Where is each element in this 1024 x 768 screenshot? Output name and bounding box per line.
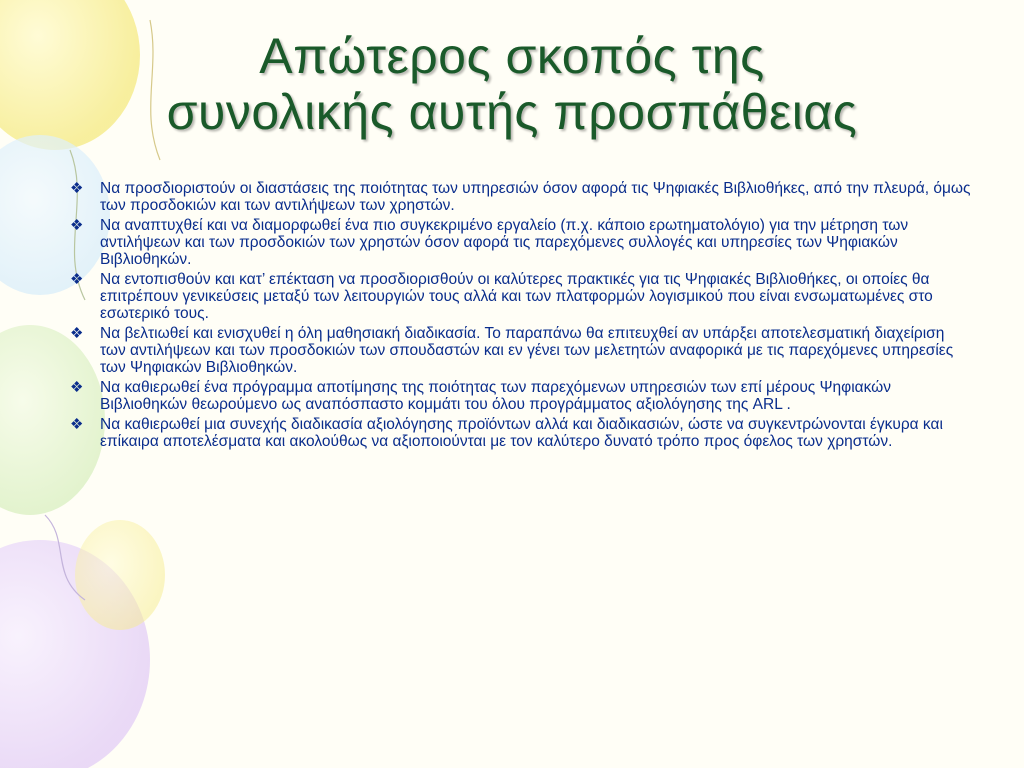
bullet-item: [68, 217, 973, 268]
bullet-text: Να προσδιοριστούν οι διαστάσεις της ποιότητας των υπηρεσιών όσον αφορά τις Ψηφιακές Βιβλιοθήκες, από την πλευρά, όμως των προσδοκιών και των αντιλήψεων των χρηστών.: [100, 180, 971, 214]
diamond-bullet-icon: ❖: [70, 271, 84, 288]
bullet-text: Να εντοπισθούν και κατ’ επέκταση να προσδιορισθούν οι καλύτερες πρακτικές για τις Ψηφιακές Βιβλιοθήκες, οι οποίες θα επιτρέπουν γενικεύσεις μεταξύ των λειτουργιών τους αλλά και των πλατφορμών λογισμικού που είναι ενσωματωμένες στο εσωτερικό τους.: [100, 271, 933, 322]
slide-title: [40, 28, 984, 140]
diamond-bullet-icon: ❖: [70, 325, 84, 342]
diamond-bullet-icon: ❖: [70, 217, 84, 234]
bullet-text: Να καθιερωθεί μια συνεχής διαδικασία αξιολόγησης προϊόντων αλλά και διαδικασιών, ώστε να συγκεντρώνονται έγκυρα και επίκαιρα αποτελέσματα και ακολούθως να αξιοποιούνται με τον καλύτερο δυνατό τρόπο προς όφελος των χρηστών.: [100, 416, 943, 450]
bullet-text: Να αναπτυχθεί και να διαμορφωθεί ένα πιο συγκεκριμένο εργαλείο (π.χ. κάποιο ερωτηματολόγιο) για την μέτρηση των αντιλήψεων και των προσδοκιών των χρηστών όσον αφορά τις παρεχόμενες συλλογές και υπηρεσίες των Ψηφιακών Βιβλιοθηκών.: [100, 217, 909, 268]
bullet-text: Να καθιερωθεί ένα πρόγραμμα αποτίμησης της ποιότητας των παρεχόμενων υπηρεσιών των επί μέρους Ψηφιακών Βιβλιοθηκών θεωρούμενο ως αναπόσπαστο κομμάτι του όλου προγράμματος αξιολόγησης της ARL .: [100, 379, 892, 413]
bullet-item: [68, 416, 973, 450]
bullet-item: [68, 325, 973, 376]
diamond-bullet-icon: ❖: [70, 416, 84, 433]
bullet-item: [68, 271, 973, 322]
diamond-bullet-icon: ❖: [70, 180, 84, 197]
bullet-item: [68, 180, 973, 214]
bullet-item: [68, 379, 973, 413]
slide-title-line-1: Απώτερος σκοπός της: [259, 28, 765, 84]
bullet-list: [68, 180, 973, 453]
slide-title-line-2: συνολικής αυτής προσπάθειας: [166, 84, 858, 140]
diamond-bullet-icon: ❖: [70, 379, 84, 396]
bullet-text: Να βελτιωθεί και ενισχυθεί η όλη μαθησιακή διαδικασία. Το παραπάνω θα επιτευχθεί αν υπάρξει αποτελεσματική διαχείριση των αντιλήψεων και των προσδοκιών των σπουδαστών και εν γένει των μελετητών αναφορικά με τις παρεχόμενες υπηρεσίες των Ψηφιακών Βιβλιοθηκών.: [100, 325, 954, 376]
